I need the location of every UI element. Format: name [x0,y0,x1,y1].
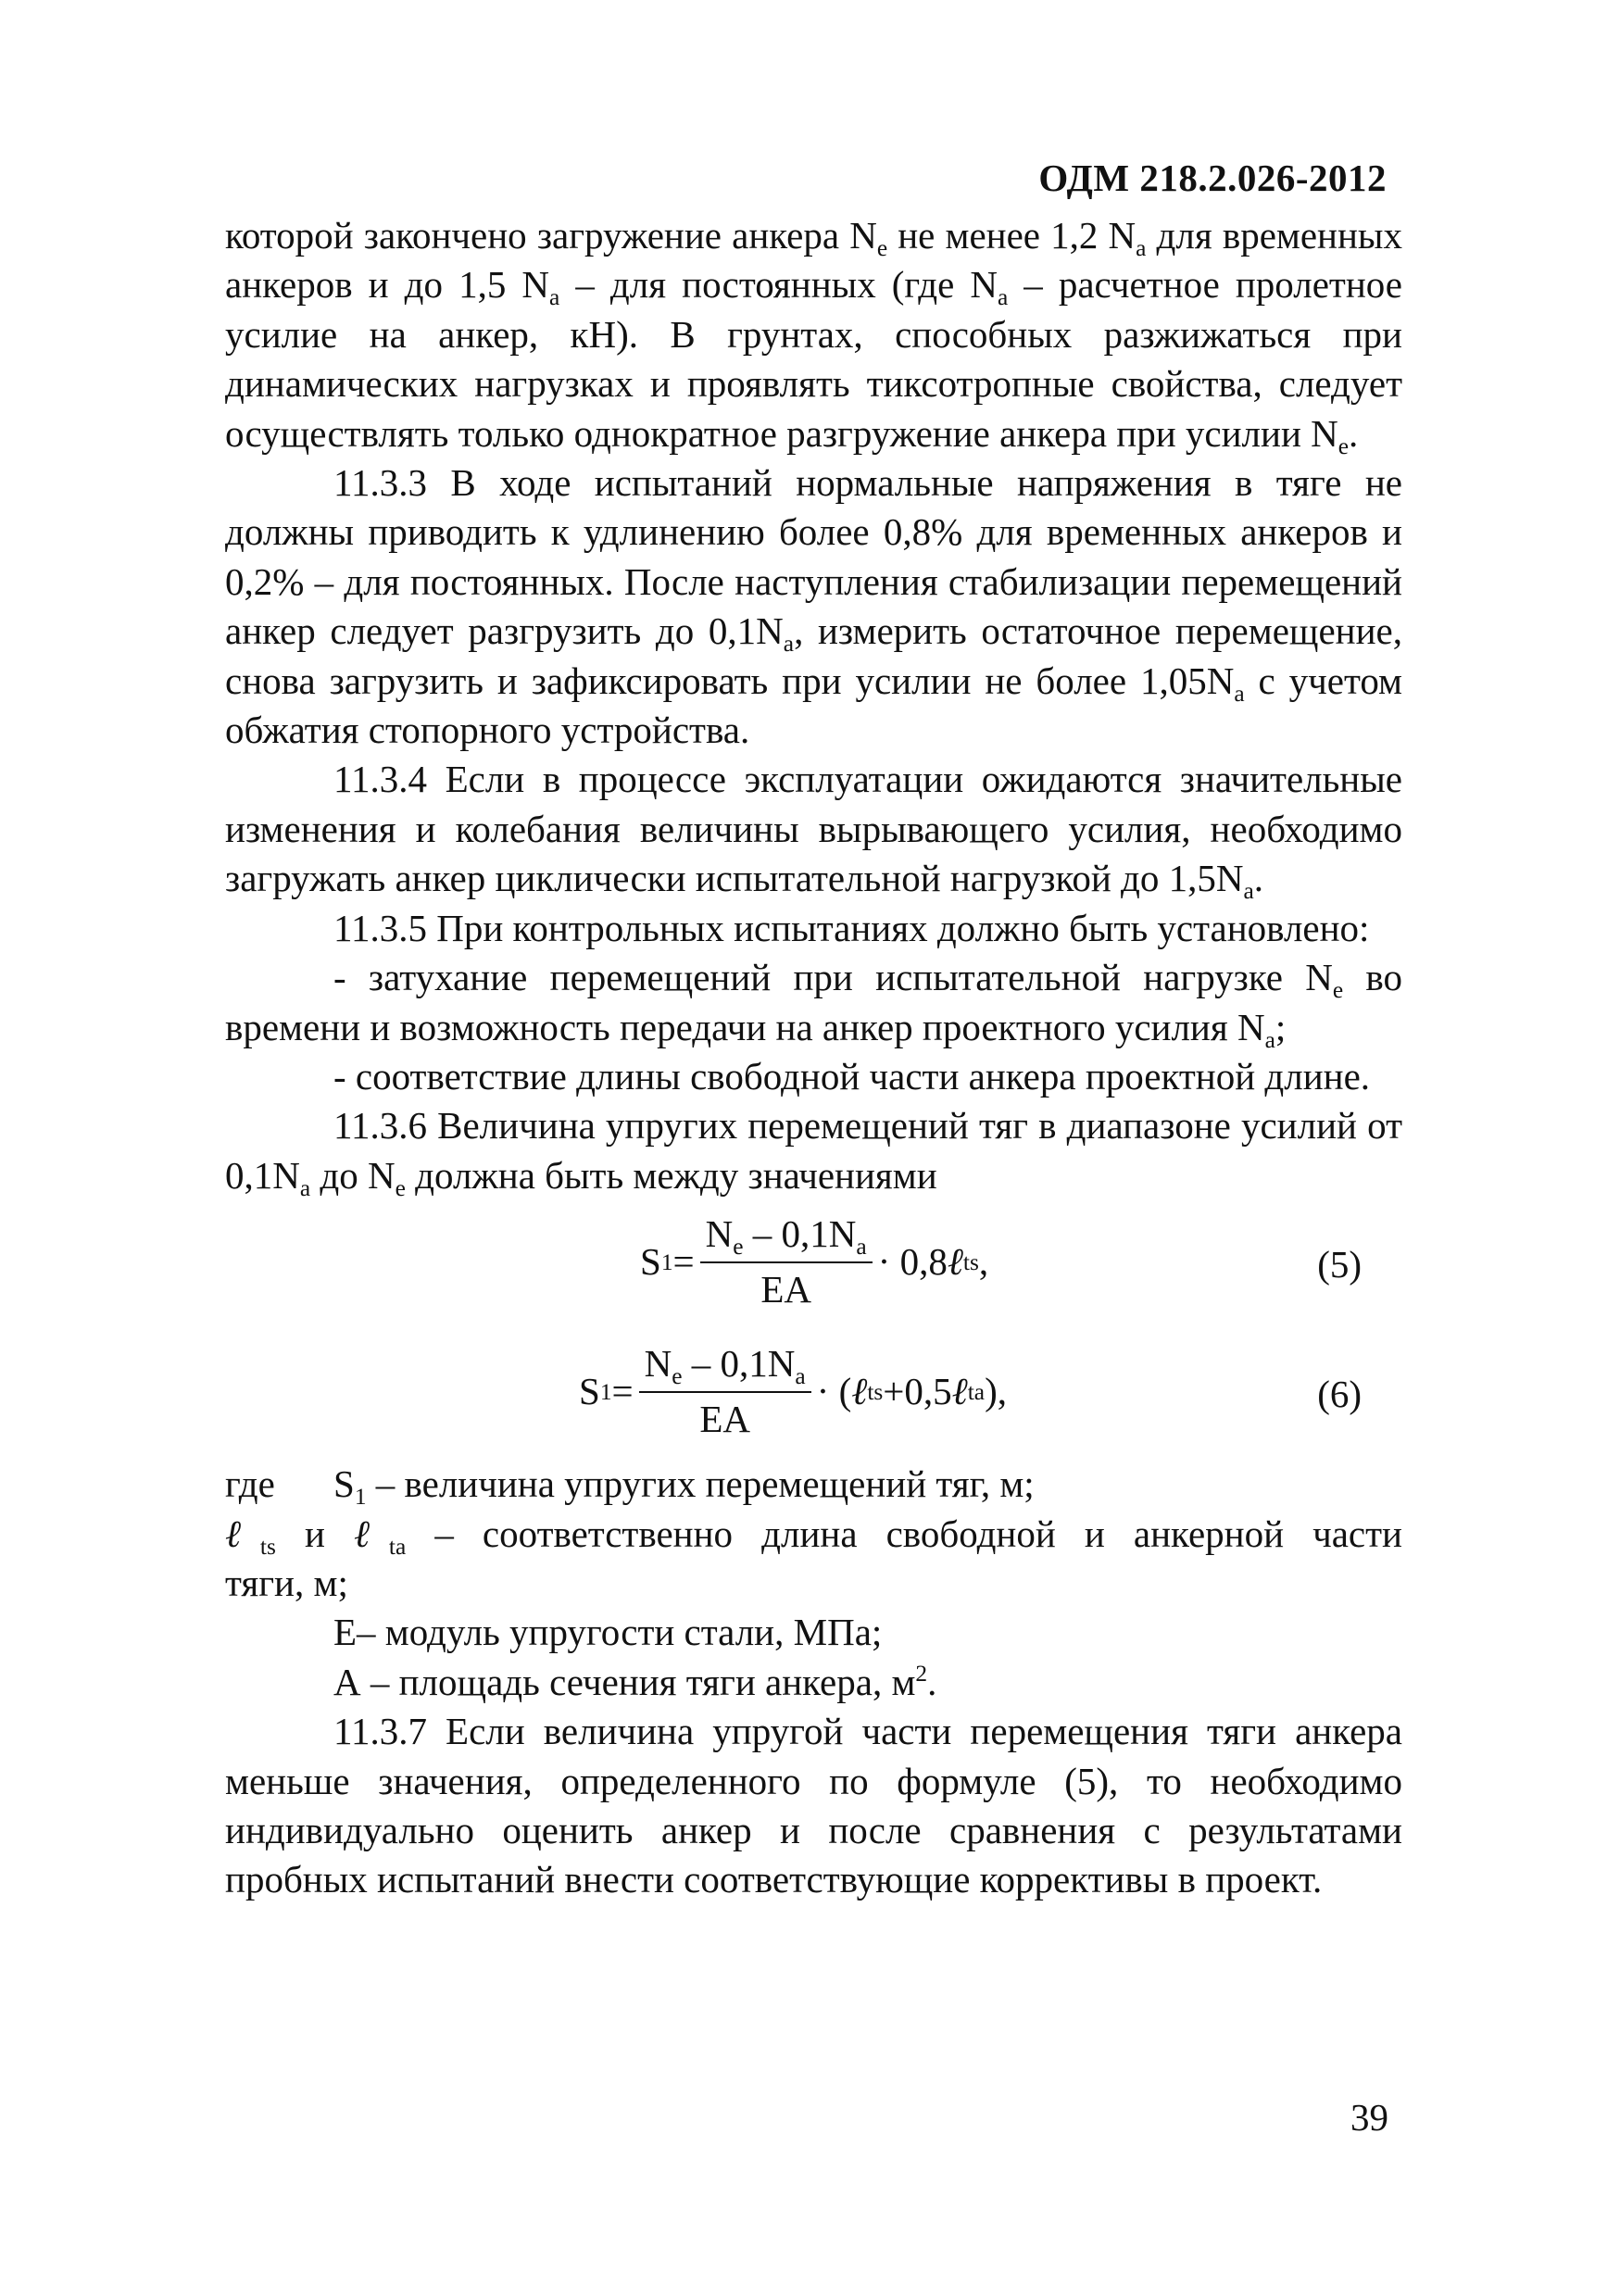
legend-elastic-modulus: E– модуль упругости стали, МПа; [333,1611,883,1654]
formula-6-expression: S 1 = $\frac{N_e - 0,1N_a}{EA}$ · ( ℓ ts +0,5 ℓ ta ), [579,1339,1007,1444]
paragraph-11-3-7: 11.3.7 Если величина упругой части перемещения тяги анкера меньше значения, определенного по формуле (5), то необходимо индивидуально оценить анкер и после сравнения с результатами пробных испытаний внести соответствующие коррективы в проект. [225,1710,1402,1901]
legend-area: А – площадь сечения тяги анкера, $м^2$. [333,1660,937,1703]
formula-6-fraction: $\frac{N_e - 0,1N_a}{EA}$ [639,1339,811,1444]
legend-lengths: ℓ$_{ts}$ и ℓ$_{ta}$ – соответственно длина свободной и анкерной части [225,1512,1402,1560]
paragraph-11-3-3: 11.3.3 В ходе испытаний нормальные напряжения в тяге не должны приводить к удлинению более 0,8% для временных анкеров и 0,2% – для постоянных. После наступления стабилизации перемещений анкер следует разгрузить до $0,1N_a$, измерить остаточное перемещение, снова загрузить и зафиксировать при усилии не более $1,05N_a$ с учетом обжатия стопорного устройства. [225,461,1402,752]
list-item-length: - соответствие длины свободной части анкера проектной длине. [333,1054,1371,1098]
formula-6 [225,1330,1402,1460]
page-number: 39 [1350,2096,1388,2139]
formula-5-expression: S 1 = $\frac{N_e - 0,1N_a}{EA}$ · 0,8 ℓ ts , [640,1210,988,1314]
document-body [225,211,1402,1905]
document-code-header: ОДМ 218.2.026-2012 [1038,157,1387,199]
paragraph-continuation: которой закончено загружение анкера $N_e$ не менее 1,2 $N_a$ для временных анкеров и до 1,5 $N_a$ – для постоянных (где $N_a$ – расчетное пролетное усилие на анкер, кН). В грунтах, способных разжижаться при динамических нагрузках и проявлять тиксотропные свойства, следует осуществлять только однократное разгружение анкера при усилии $N_e$. [225,214,1402,459]
legend-s1: где $S_1$ – величина упругих перемещений тяг, м; [225,1462,1035,1511]
formula-5-number: (5) [1317,1243,1362,1286]
formula-6-number: (6) [1317,1373,1362,1416]
formula-5-fraction: $\frac{N_e - 0,1N_a}{EA}$ [700,1210,873,1314]
list-item-damping: - затухание перемещений при испытательной нагрузке $N_e$ во времени и возможность передачи на анкер проектного усилия $N_a$; [225,956,1402,1053]
paragraph-11-3-5: 11.3.5 При контрольных испытаниях должно быть установлено: [333,906,1370,949]
legend-lengths-continued: тяги, м; [225,1561,348,1604]
paragraph-11-3-4: 11.3.4 Если в процессе эксплуатации ожидаются значительные изменения и колебания величины вырывающего усилия, необходимо загружать анкер циклически испытательной нагрузкой до $1,5N_a$. [225,758,1402,905]
paragraph-11-3-6: 11.3.6 Величина упругих перемещений тяг в диапазоне усилий от $0,1N_a$ до $N_e$ должна быть между значениями [225,1104,1402,1201]
formula-5 [225,1200,1402,1330]
